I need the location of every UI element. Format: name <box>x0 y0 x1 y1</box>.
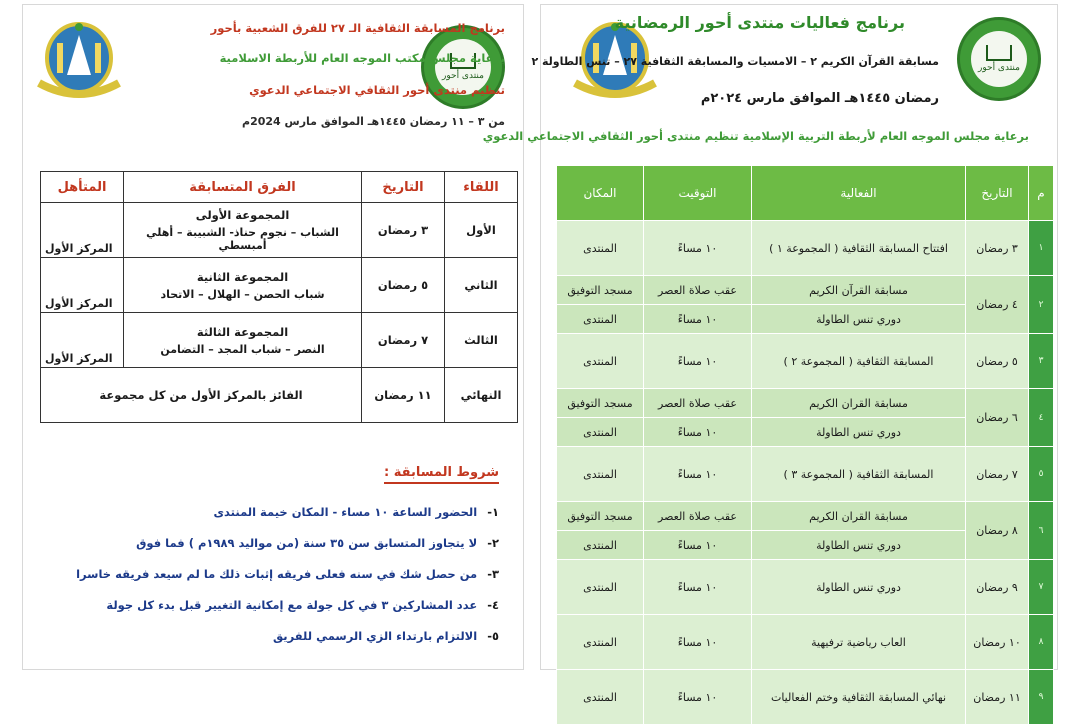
event-cell: مسابقة القرآن الكريم <box>752 276 966 305</box>
group-cell <box>124 258 362 313</box>
group-cell <box>124 313 362 368</box>
events-schedule-page <box>482 4 1058 704</box>
mosque-emblem-icon <box>29 13 129 103</box>
place-cell: مسجد التوفيق <box>557 502 644 531</box>
place-cell: المنتدى <box>557 305 644 334</box>
groups-table <box>40 171 518 423</box>
final-cell: الفائز بالمركز الأول من كل مجموعة <box>41 368 362 423</box>
place-cell: المنتدى <box>557 334 644 389</box>
place-cell: مسجد التوفيق <box>557 389 644 418</box>
time-cell: عقب صلاة العصر <box>644 502 752 531</box>
schedule-table <box>556 165 1054 725</box>
col-event: الفعالية <box>752 166 966 221</box>
event-cell: مسابقة القران الكريم <box>752 502 966 531</box>
cultural-competition-page <box>22 4 524 670</box>
meeting-cell: الثالث <box>445 313 518 368</box>
date-cell: ٩ رمضان <box>966 560 1029 615</box>
place-cell: المنتدى <box>557 615 644 670</box>
date-cell: ١٠ رمضان <box>966 615 1029 670</box>
left-header-organizer: تنظيم منتدى أحور الثقافي الاجتماعي الدعوي <box>249 83 505 97</box>
list-item <box>59 598 499 629</box>
date-cell: ١١ رمضان <box>966 670 1029 725</box>
meeting-cell: الأول <box>445 203 518 258</box>
event-cell: مسابقة القران الكريم <box>752 389 966 418</box>
meeting-cell: الثاني <box>445 258 518 313</box>
row-number-cell: ٦ <box>1029 502 1054 560</box>
qualified-cell: المركز الأول <box>41 313 124 368</box>
time-cell: ١٠ مساءً <box>644 560 752 615</box>
forum-seal-icon: منتدى أحور <box>957 17 1041 101</box>
emblem-logo-left <box>29 13 129 107</box>
col-time: التوقيت <box>644 166 752 221</box>
row-number-cell: ٨ <box>1029 615 1054 670</box>
col-date: التاريخ <box>966 166 1029 221</box>
table-row <box>557 221 1054 276</box>
time-cell: ١٠ مساءً <box>644 447 752 502</box>
item-number: ٢- <box>487 536 499 550</box>
conditions-list <box>59 505 499 660</box>
group-cell <box>124 203 362 258</box>
group-name: المجموعة الثانية <box>196 269 289 284</box>
col-number: م <box>1029 166 1054 221</box>
time-cell: ١٠ مساءً <box>644 531 752 560</box>
table-row <box>41 203 518 258</box>
place-cell: المنتدى <box>557 670 644 725</box>
forum-seal-icon: منتدى أحور <box>421 25 505 109</box>
date-cell: ١١ رمضان <box>362 368 445 423</box>
time-cell: عقب صلاة العصر <box>644 276 752 305</box>
row-number-cell: ١ <box>1029 221 1054 276</box>
col-teams: الفرق المتسابقة <box>124 172 362 203</box>
date-cell: ٧ رمضان <box>966 447 1029 502</box>
row-number-cell: ٩ <box>1029 670 1054 725</box>
item-text: من حصل شك في سنه فعلى فريقه إثبات ذلك ما لم سيعد فريقه خاسرا <box>76 567 478 581</box>
date-cell: ٦ رمضان <box>966 389 1029 447</box>
table-row <box>557 615 1054 670</box>
row-number-cell: ٥ <box>1029 447 1054 502</box>
table-row <box>557 447 1054 502</box>
group-name: المجموعة الأولى <box>195 208 290 222</box>
date-cell: ٧ رمضان <box>362 313 445 368</box>
place-cell: مسجد التوفيق <box>557 276 644 305</box>
place-cell: المنتدى <box>557 418 644 447</box>
row-number-cell: ٢ <box>1029 276 1054 334</box>
row-number-cell: ٣ <box>1029 334 1054 389</box>
table-row <box>557 334 1054 389</box>
event-cell: دوري تنس الطاولة <box>752 305 966 334</box>
groups-table-header <box>41 172 518 203</box>
place-cell: المنتدى <box>557 221 644 276</box>
table-row <box>41 258 518 313</box>
event-cell: العاب رياضية ترفيهية <box>752 615 966 670</box>
date-cell: ٣ رمضان <box>966 221 1029 276</box>
time-cell: ١٠ مساءً <box>644 670 752 725</box>
event-cell: المسابقة الثقافية ( المجموعة ٢ ) <box>752 334 966 389</box>
item-text: لا يتجاوز المتسابق سن ٣٥ سنة (من مواليد ١٩٨٩م ) فما فوق <box>136 536 478 550</box>
col-qualified: المتأهل <box>41 172 124 203</box>
col-date: التاريخ <box>362 172 445 203</box>
list-item <box>59 567 499 598</box>
item-text: عدد المشاركين ٣ في كل جولة مع إمكانية التغيير قبل بدء كل جولة <box>106 598 478 612</box>
right-header-sponsor: برعاية مجلس الموجه العام لأربطة التربية الإسلامية تنظيم منتدى أحور الثقافي الاجتماعي الدعوي <box>482 129 1029 143</box>
item-text: الالتزام بارتداء الزي الرسمي للفريق <box>272 629 478 643</box>
row-number-cell: ٤ <box>1029 389 1054 447</box>
date-cell: ٣ رمضان <box>362 203 445 258</box>
right-header-competitions: مسابقة القرآن الكريم ٢ – الامسيات والمسابقة الثقافية ٢٧ – تنس الطاولة ٢ <box>531 55 939 68</box>
table-row <box>557 389 1054 418</box>
place-cell: المنتدى <box>557 560 644 615</box>
table-row <box>557 560 1054 615</box>
event-cell: دوري تنس الطاولة <box>752 560 966 615</box>
time-cell: ١٠ مساءً <box>644 305 752 334</box>
item-number: ٤- <box>487 598 499 612</box>
table-row <box>557 276 1054 305</box>
time-cell: ١٠ مساءً <box>644 615 752 670</box>
row-number-cell: ٧ <box>1029 560 1054 615</box>
time-cell: ١٠ مساءً <box>644 418 752 447</box>
schedule-table-header <box>557 166 1054 221</box>
event-cell: المسابقة الثقافية ( المجموعة ٣ ) <box>752 447 966 502</box>
group-teams: النصر – شباب المجد – التضامن <box>160 342 325 356</box>
group-teams: الشباب – نجوم حناذ- الشبيبة – أهلي أمبسطي <box>146 226 339 252</box>
place-cell: المنتدى <box>557 447 644 502</box>
time-cell: ١٠ مساءً <box>644 221 752 276</box>
table-row <box>41 313 518 368</box>
group-teams: شباب الحصن – الهلال – الاتحاد <box>160 287 325 301</box>
right-header-dates: رمضان ١٤٤٥هـ الموافق مارس ٢٠٢٤م <box>700 91 939 106</box>
conditions-title: شروط المسابقة : <box>384 465 499 484</box>
table-row <box>557 670 1054 725</box>
event-cell: نهائي المسابقة الثقافية وختم الفعاليات <box>752 670 966 725</box>
list-item <box>59 629 499 660</box>
event-cell: افتتاح المسابقة الثقافية ( المجموعة ١ ) <box>752 221 966 276</box>
place-cell: المنتدى <box>557 531 644 560</box>
date-cell: ٥ رمضان <box>966 334 1029 389</box>
qualified-cell: المركز الأول <box>41 258 124 313</box>
item-text: الحضور الساعة ١٠ مساء - المكان خيمة المنتدى <box>213 505 478 519</box>
item-number: ٥- <box>487 629 499 643</box>
event-cell: دوري تنس الطاولة <box>752 418 966 447</box>
item-number: ٣- <box>487 567 499 581</box>
col-place: المكان <box>557 166 644 221</box>
time-cell: عقب صلاة العصر <box>644 389 752 418</box>
time-cell: ١٠ مساءً <box>644 334 752 389</box>
group-name: المجموعة الثالثة <box>196 324 289 339</box>
table-row <box>41 368 518 423</box>
date-cell: ٥ رمضان <box>362 258 445 313</box>
qualified-cell: المركز الأول <box>41 203 124 258</box>
left-header-sponsor: برعاية مجلس مكتب الموجه العام للأربطة الاسلامية <box>219 51 505 65</box>
left-header-title: برنامج المسابقة الثقافية الـ ٢٧ للفرق الشعبية بأحور <box>210 21 505 35</box>
col-meeting: اللقاء <box>445 172 518 203</box>
list-item <box>59 536 499 567</box>
list-item <box>59 505 499 536</box>
forum-logo-right <box>957 17 1041 101</box>
event-cell: دوري تنس الطاولة <box>752 531 966 560</box>
date-cell: ٤ رمضان <box>966 276 1029 334</box>
schedule-body <box>557 221 1054 725</box>
table-row <box>557 502 1054 531</box>
right-header-title: برنامج فعاليات منتدى أحور الرمضانية <box>614 13 905 32</box>
left-header-dates: من ٣ – ١١ رمضان ١٤٤٥هـ الموافق مارس 2024م <box>242 115 505 128</box>
item-number: ١- <box>487 505 499 519</box>
meeting-cell: النهائي <box>445 368 518 423</box>
date-cell: ٨ رمضان <box>966 502 1029 560</box>
